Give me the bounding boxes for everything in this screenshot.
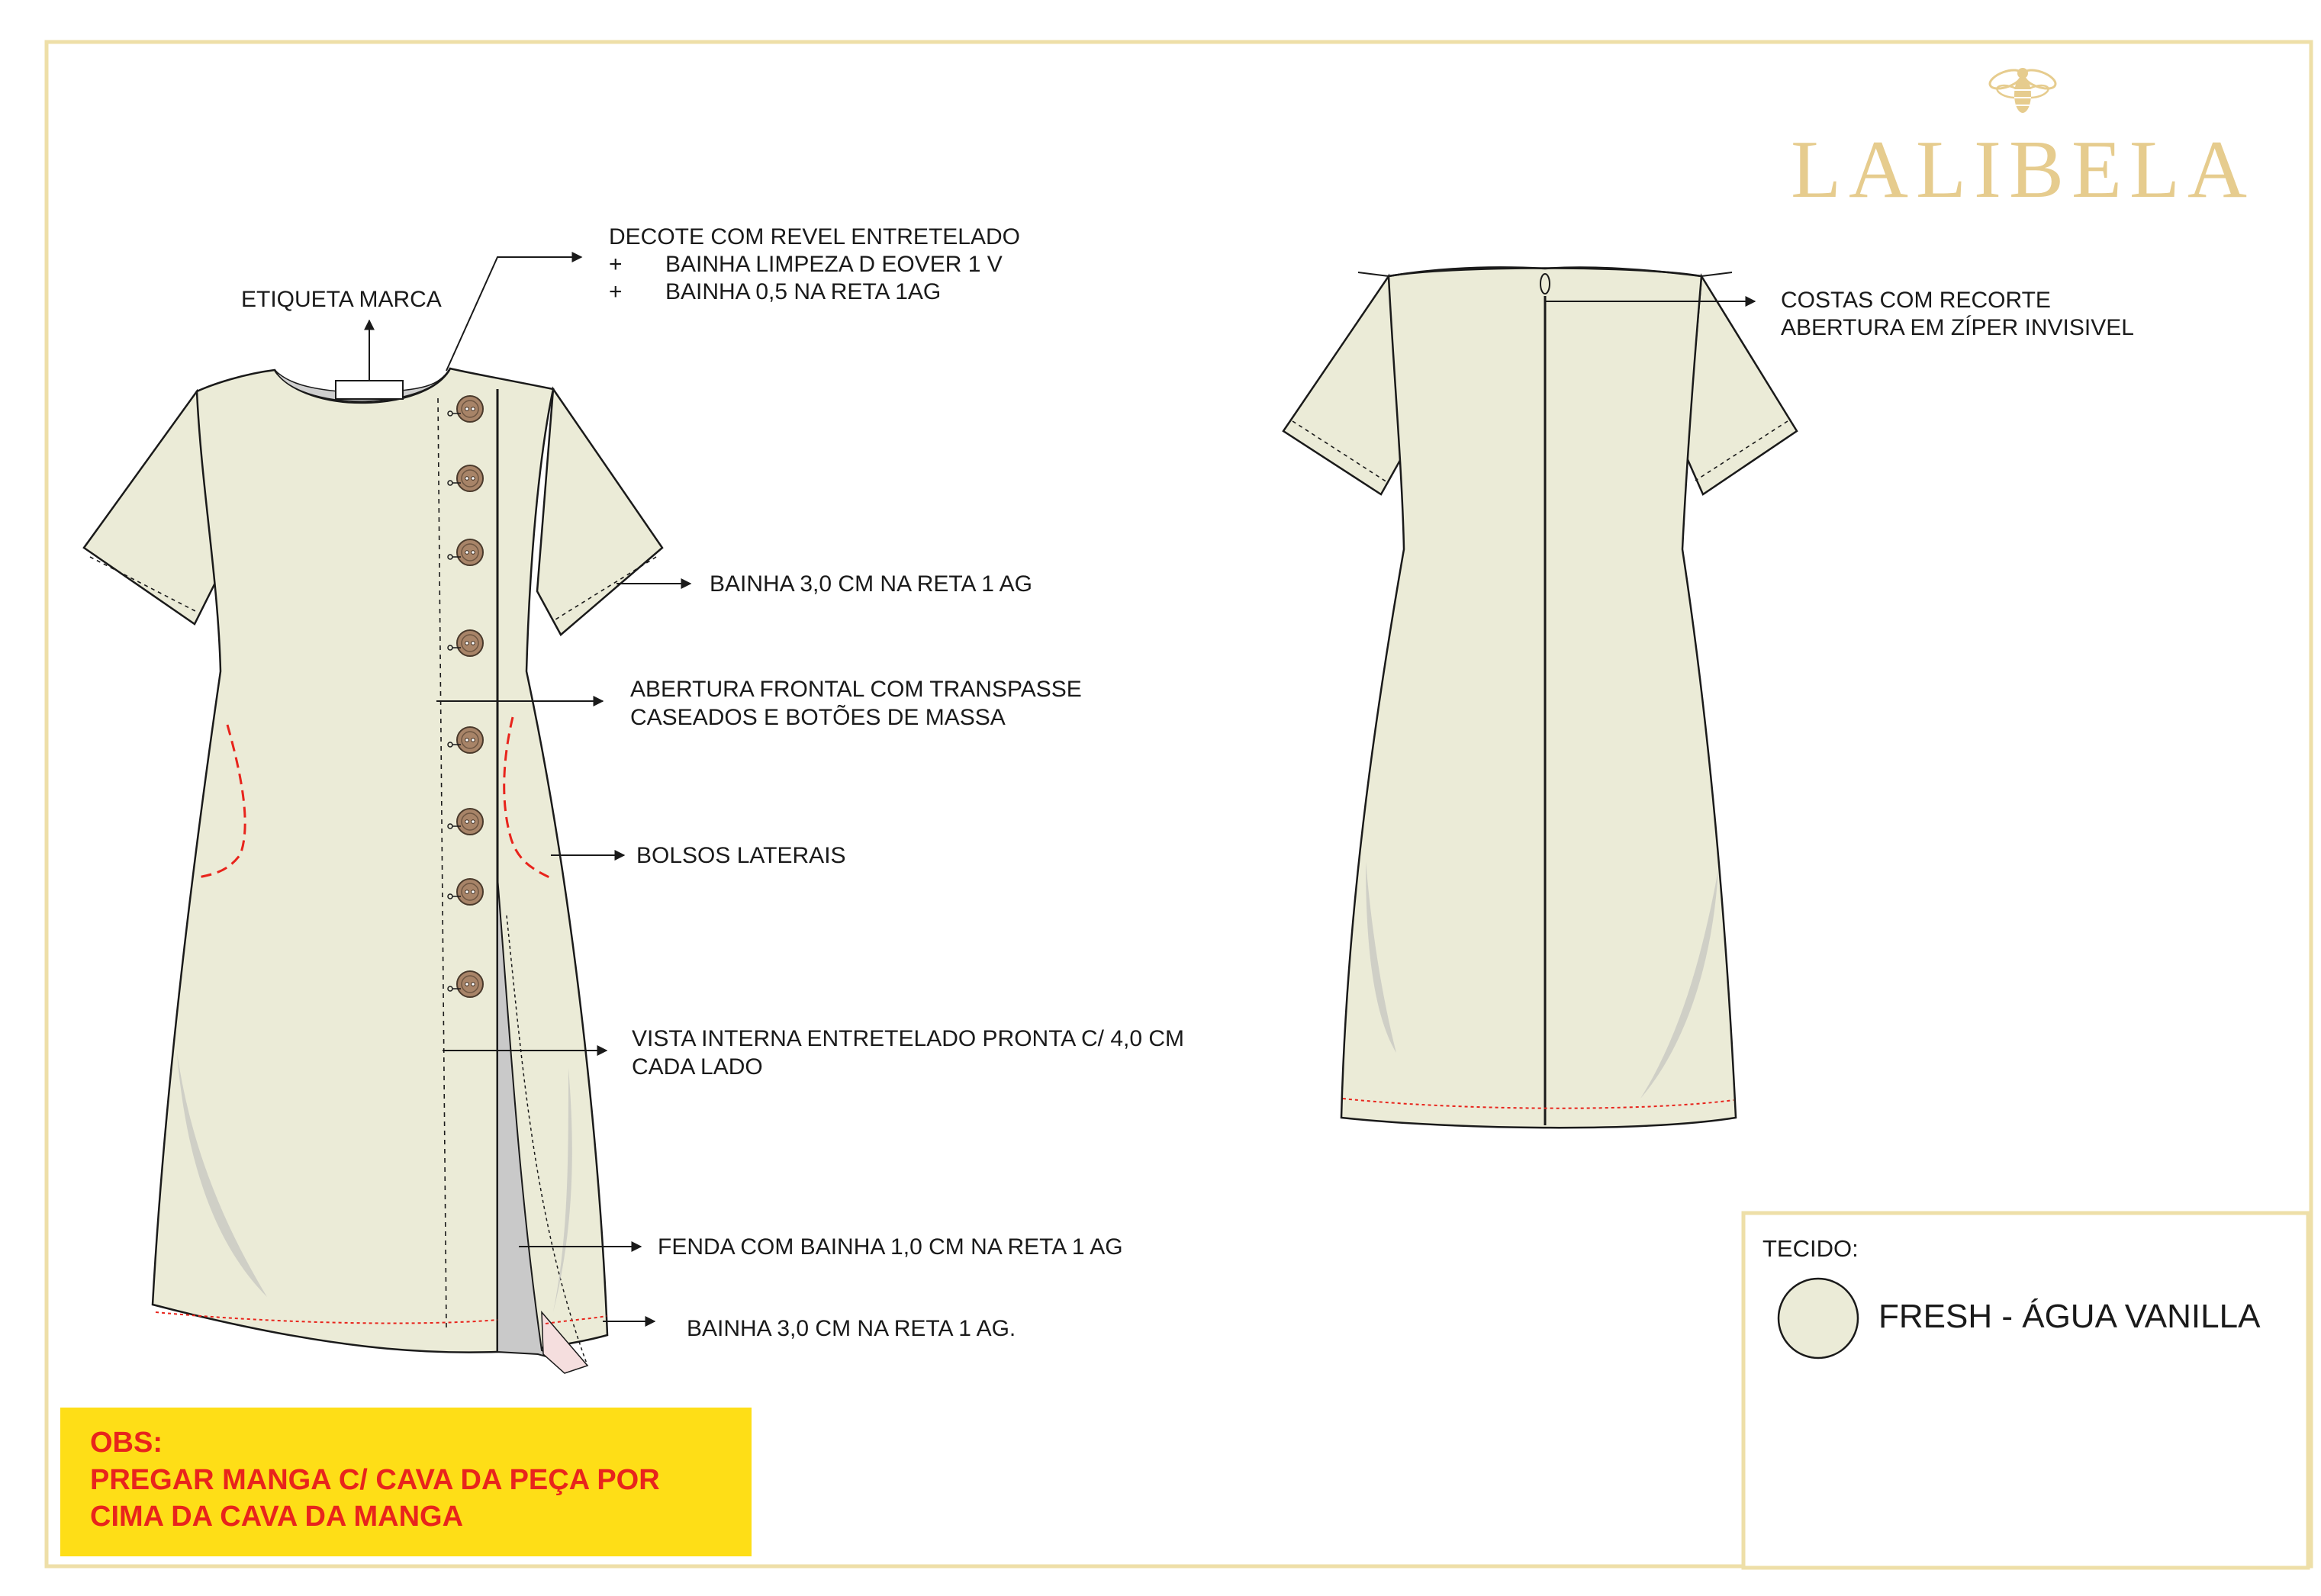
decote-plus2: + [609, 279, 623, 304]
fabric-swatch [1779, 1279, 1858, 1358]
costas-line1: COSTAS COM RECORTE [1781, 288, 2051, 313]
decote-line1: DECOTE COM REVEL ENTRETELADO [609, 224, 1020, 249]
front-left-sleeve [84, 391, 217, 624]
bainha-manga-label: BAINHA 3,0 CM NA RETA 1 AG [710, 571, 1032, 597]
vista-line2: CADA LADO [632, 1054, 763, 1080]
obs-title: OBS: [90, 1427, 163, 1459]
back-body [1341, 267, 1736, 1128]
front-dress [84, 368, 662, 1373]
brand-name: LALIBELA [1791, 124, 2255, 215]
zipper-pull [1540, 274, 1550, 294]
back-dress [1283, 267, 1797, 1128]
etiqueta-label: ETIQUETA MARCA [241, 287, 442, 312]
abertura-line2: CASEADOS E BOTÕES DE MASSA [630, 705, 1006, 730]
decote-line2: BAINHA LIMPEZA D EOVER 1 V [665, 252, 1003, 277]
back-left-sleeve [1283, 276, 1402, 494]
decote-plus1: + [609, 252, 623, 277]
abertura-line1: ABERTURA FRONTAL COM TRANSPASSE [630, 677, 1082, 702]
bolsos-label: BOLSOS LATERAIS [636, 843, 846, 868]
bainha-barra-label: BAINHA 3,0 CM NA RETA 1 AG. [687, 1316, 1016, 1341]
back-shoulder-mark [1701, 272, 1732, 276]
fabric-name: FRESH - ÁGUA VANILLA [1878, 1298, 2261, 1335]
tecido-label: TECIDO: [1762, 1235, 1859, 1262]
vista-line1: VISTA INTERNA ENTRETELADO PRONTA C/ 4,0 CM [632, 1026, 1185, 1051]
front-body [153, 368, 607, 1353]
obs-line1: PREGAR MANGA C/ CAVA DA PEÇA POR [90, 1464, 660, 1496]
costas-line2: ABERTURA EM ZÍPER INVISIVEL [1781, 315, 2134, 340]
obs-note [60, 1408, 752, 1556]
decote-line3: BAINHA 0,5 NA RETA 1AG [665, 279, 942, 304]
brand-logo [1791, 66, 2255, 215]
fabric-panel [1743, 1213, 2308, 1568]
bee-icon [1988, 66, 2058, 113]
fabric-panel-border [1743, 1213, 2308, 1568]
decote-leader [446, 257, 581, 371]
front-right-sleeve [537, 389, 662, 635]
brand-label [336, 381, 403, 399]
back-shoulder-mark [1358, 272, 1389, 276]
obs-line2: CIMA DA CAVA DA MANGA [90, 1501, 464, 1533]
fenda-label: FENDA COM BAINHA 1,0 CM NA RETA 1 AG [658, 1234, 1123, 1260]
